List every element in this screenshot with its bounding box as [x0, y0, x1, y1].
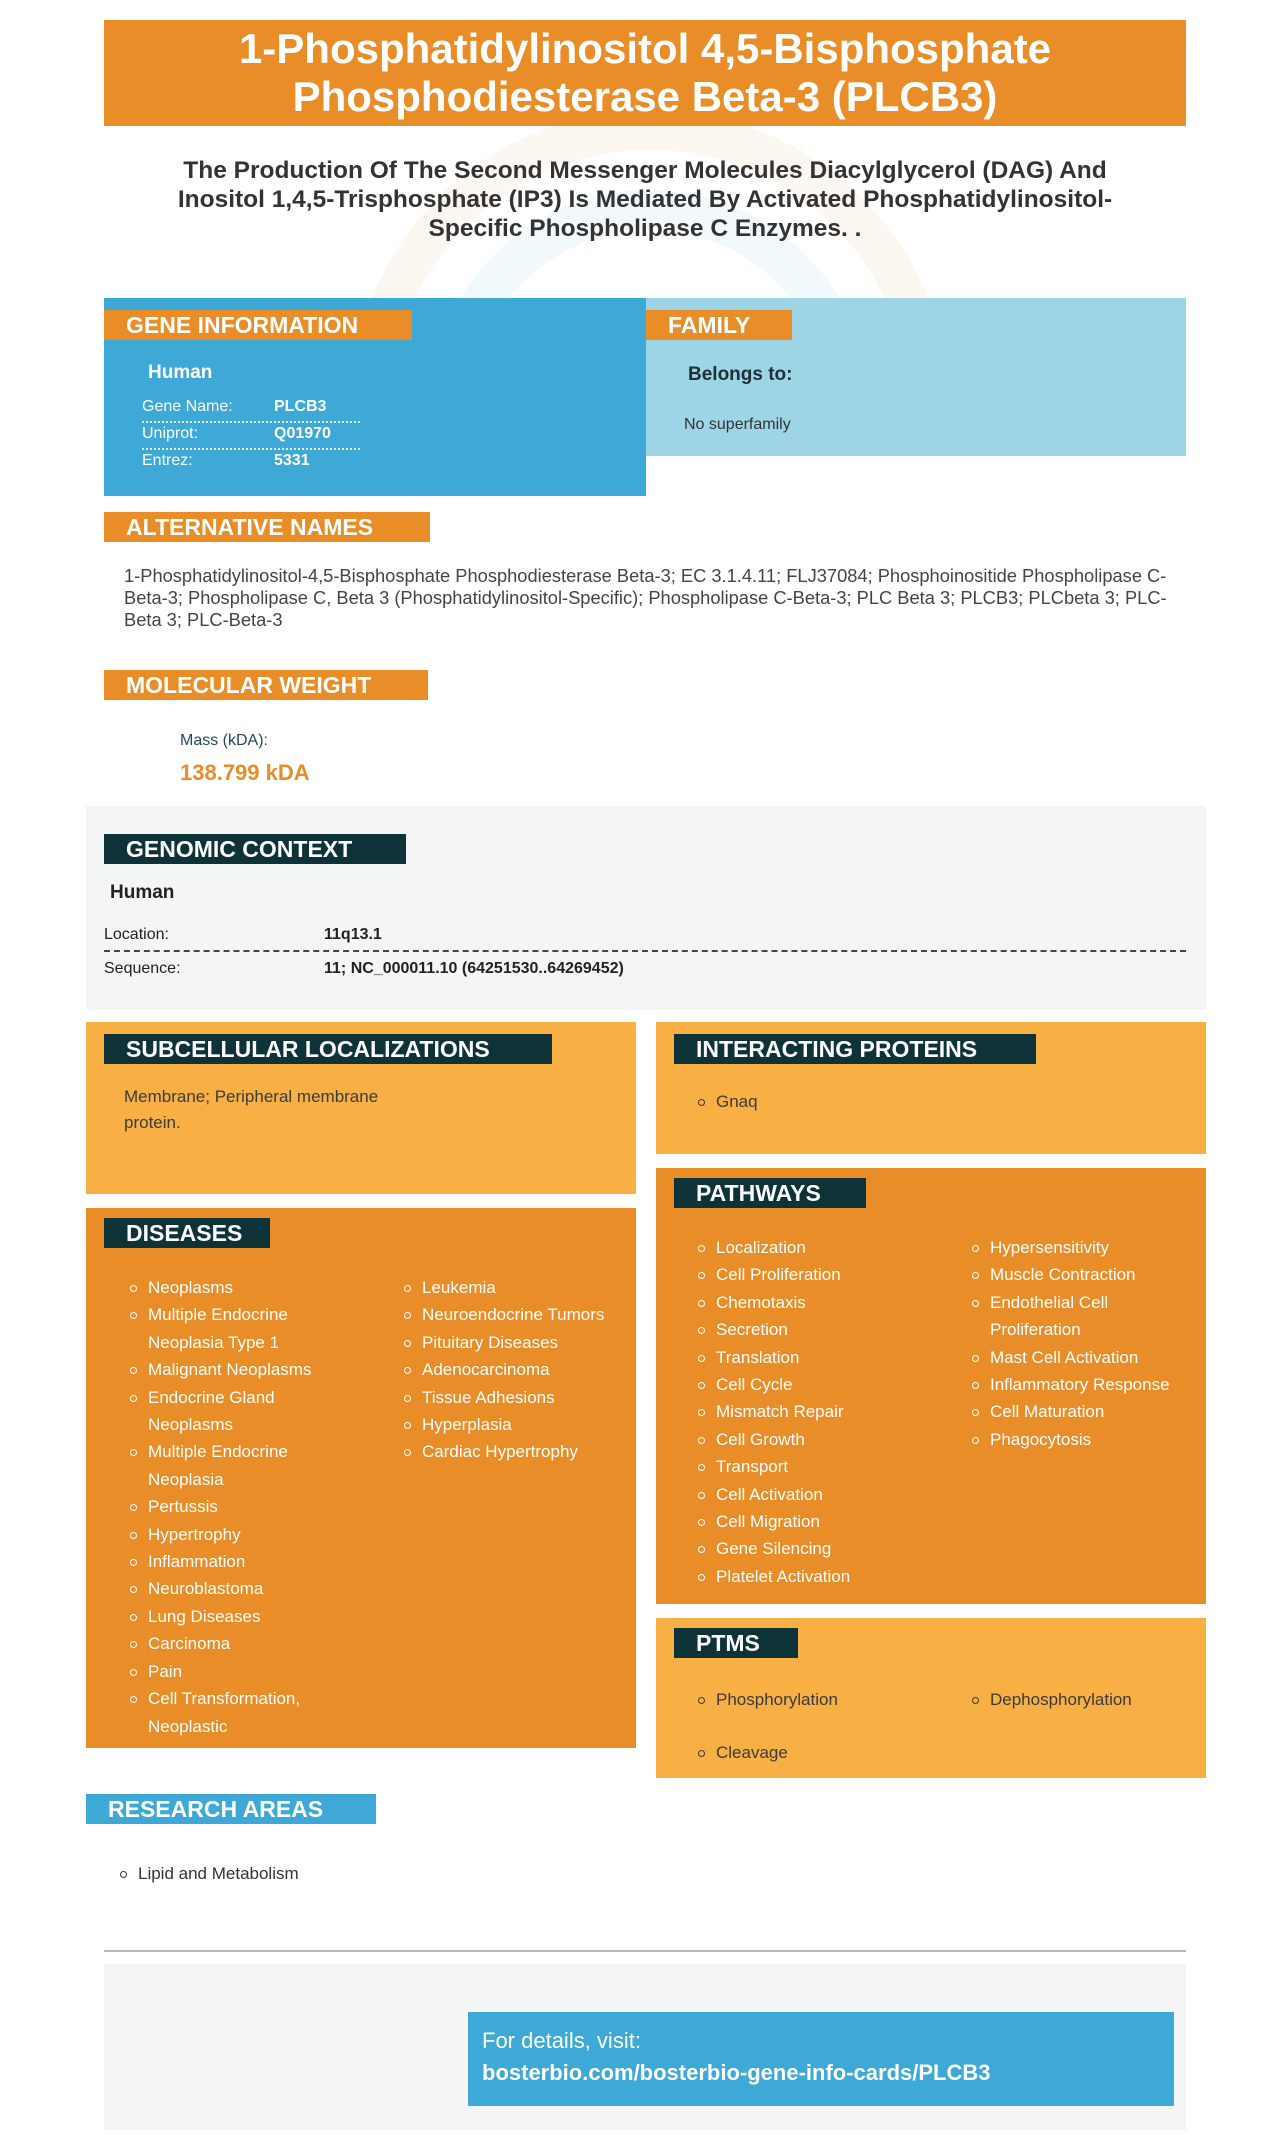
sequence-value: 11; NC_000011.10 (64251530..64269452)	[324, 960, 624, 977]
genomic-organism: Human	[110, 882, 175, 903]
list-item: Transport	[696, 1453, 926, 1480]
family-heading: FAMILY	[646, 310, 792, 340]
list-item: Leukemia	[402, 1274, 622, 1301]
gene-organism: Human	[148, 362, 213, 383]
list-item: Cleavage	[696, 1739, 926, 1766]
entrez-label: Entrez:	[142, 452, 193, 469]
entrez-value: 5331	[274, 452, 310, 469]
family-value: No superfamily	[684, 416, 791, 433]
list-item: Neuroblastoma	[128, 1575, 338, 1602]
sequence-label: Sequence:	[104, 960, 181, 977]
list-item: Lipid and Metabolism	[118, 1860, 299, 1887]
gene-name-row	[142, 394, 360, 423]
list-item: Cell Proliferation	[696, 1261, 926, 1288]
list-item: Chemotaxis	[696, 1289, 926, 1316]
genomic-context-heading: GENOMIC CONTEXT	[104, 834, 406, 864]
interacting-proteins-card	[656, 1022, 1206, 1154]
mass-value: 138.799 kDA	[180, 760, 310, 785]
interacting-proteins-heading: INTERACTING PROTEINS	[674, 1034, 1036, 1064]
list-item: Inflammation	[128, 1548, 338, 1575]
list-item: Phosphorylation	[696, 1686, 926, 1713]
ptms-list-col1	[696, 1686, 926, 1767]
list-item: Phagocytosis	[970, 1426, 1196, 1453]
subcellular-text: Membrane; Peripheral membrane protein.	[124, 1087, 379, 1132]
list-item: Cell Growth	[696, 1426, 926, 1453]
ptms-list-col2	[970, 1686, 1196, 1713]
title-line-1: 1-Phosphatidylinositol 4,5-Bisphosphate	[238, 25, 1052, 72]
alternative-names-text: 1-Phosphatidylinositol-4,5-Bisphosphate Phosphodiesterase Beta-3; EC 3.1.4.11; FLJ37084; Phosphoinositide Phospholipase C-Beta-3; Phospholipase C, Beta 3 (Phosphatidylinositol-Specific); Phospholipase C-Beta-3; PLC Beta 3; PLCB3; PLCbeta 3; PLC-Beta 3; PLC-Beta-3	[124, 565, 1167, 630]
list-item: Adenocarcinoma	[402, 1356, 622, 1383]
family-panel	[646, 298, 1186, 456]
pathways-heading: PATHWAYS	[674, 1178, 866, 1208]
mass-label: Mass (kDA):	[180, 732, 268, 749]
title-line-2: Phosphodiesterase Beta-3 (PLCB3)	[292, 73, 998, 120]
list-item: Dephosphorylation	[970, 1686, 1196, 1713]
list-item: Carcinoma	[128, 1630, 338, 1657]
list-item: Cell Activation	[696, 1481, 926, 1508]
uniprot-row	[142, 421, 360, 450]
list-item: Pertussis	[128, 1493, 338, 1520]
gene-name-value: PLCB3	[274, 398, 327, 415]
list-item: Cell Migration	[696, 1508, 926, 1535]
list-item: Lung Diseases	[128, 1603, 338, 1630]
list-item: Pain	[128, 1658, 338, 1685]
gene-name-label: Gene Name:	[142, 398, 233, 415]
list-item: Localization	[696, 1234, 926, 1261]
interacting-proteins-list	[696, 1088, 758, 1115]
pathways-list-col2	[970, 1234, 1196, 1453]
diseases-list-col1	[128, 1274, 338, 1740]
gene-information-panel	[104, 298, 646, 496]
research-areas-heading: RESEARCH AREAS	[86, 1794, 376, 1824]
footer-divider	[104, 1950, 1186, 1952]
list-item: Hypersensitivity	[970, 1234, 1196, 1261]
pathways-card	[656, 1168, 1206, 1604]
entrez-row	[142, 448, 360, 475]
list-item: Mast Cell Activation	[970, 1344, 1196, 1371]
diseases-list-col2	[402, 1274, 622, 1466]
ptms-heading: PTMS	[674, 1628, 798, 1658]
pathways-list-col1	[696, 1234, 926, 1590]
subcellular-localizations-card	[86, 1022, 636, 1194]
location-label: Location:	[104, 926, 169, 943]
diseases-card	[86, 1208, 636, 1748]
list-item: Neoplasms	[128, 1274, 338, 1301]
list-item: Gene Silencing	[696, 1535, 926, 1562]
uniprot-label: Uniprot:	[142, 425, 199, 442]
list-item: Multiple Endocrine Neoplasia Type 1	[128, 1301, 338, 1356]
list-item: Hyperplasia	[402, 1411, 622, 1438]
list-item: Multiple Endocrine Neoplasia	[128, 1438, 338, 1493]
list-item: Secretion	[696, 1316, 926, 1343]
details-url[interactable]: bosterbio.com/bosterbio-gene-info-cards/PLCB3	[482, 2060, 991, 2085]
list-item: Cardiac Hypertrophy	[402, 1438, 622, 1465]
list-item: Cell Cycle	[696, 1371, 926, 1398]
ptms-card	[656, 1618, 1206, 1778]
list-item: Pituitary Diseases	[402, 1329, 622, 1356]
diseases-heading: DISEASES	[104, 1218, 270, 1248]
list-item: Malignant Neoplasms	[128, 1356, 338, 1383]
genomic-context-panel	[86, 806, 1206, 1010]
list-item: Neuroendocrine Tumors	[402, 1301, 622, 1328]
details-label: For details, visit:	[482, 2028, 641, 2053]
gene-information-heading: GENE INFORMATION	[104, 310, 412, 340]
location-value: 11q13.1	[324, 926, 382, 943]
list-item: Hypertrophy	[128, 1521, 338, 1548]
list-item: Tissue Adhesions	[402, 1384, 622, 1411]
page-title	[104, 20, 1186, 126]
list-item: Platelet Activation	[696, 1563, 926, 1590]
molecular-weight-heading: MOLECULAR WEIGHT	[104, 670, 428, 700]
research-areas-list	[118, 1860, 299, 1887]
details-link-box[interactable]	[468, 2012, 1174, 2106]
alternative-names-heading: ALTERNATIVE NAMES	[104, 512, 430, 542]
uniprot-value: Q01970	[274, 425, 331, 442]
list-item: Endothelial Cell Proliferation	[970, 1289, 1196, 1344]
list-item: Translation	[696, 1344, 926, 1371]
list-item: Cell Transformation, Neoplastic	[128, 1685, 338, 1740]
sequence-row	[104, 952, 1186, 984]
location-row	[104, 918, 1186, 952]
gene-description: The Production Of The Second Messenger Molecules Diacylglycerol (DAG) And Inositol 1,4,5-Trisphosphate (IP3) Is Mediated By Activated Phosphatidylinositol-Specific Phospholipase C Enzymes. .	[177, 157, 1113, 242]
list-item: Gnaq	[696, 1088, 758, 1115]
list-item: Inflammatory Response	[970, 1371, 1196, 1398]
list-item: Mismatch Repair	[696, 1398, 926, 1425]
family-belongs-label: Belongs to:	[688, 364, 793, 385]
list-item: Cell Maturation	[970, 1398, 1196, 1425]
subcellular-heading: SUBCELLULAR LOCALIZATIONS	[104, 1034, 552, 1064]
list-item: Endocrine Gland Neoplasms	[128, 1384, 338, 1439]
list-item: Muscle Contraction	[970, 1261, 1196, 1288]
